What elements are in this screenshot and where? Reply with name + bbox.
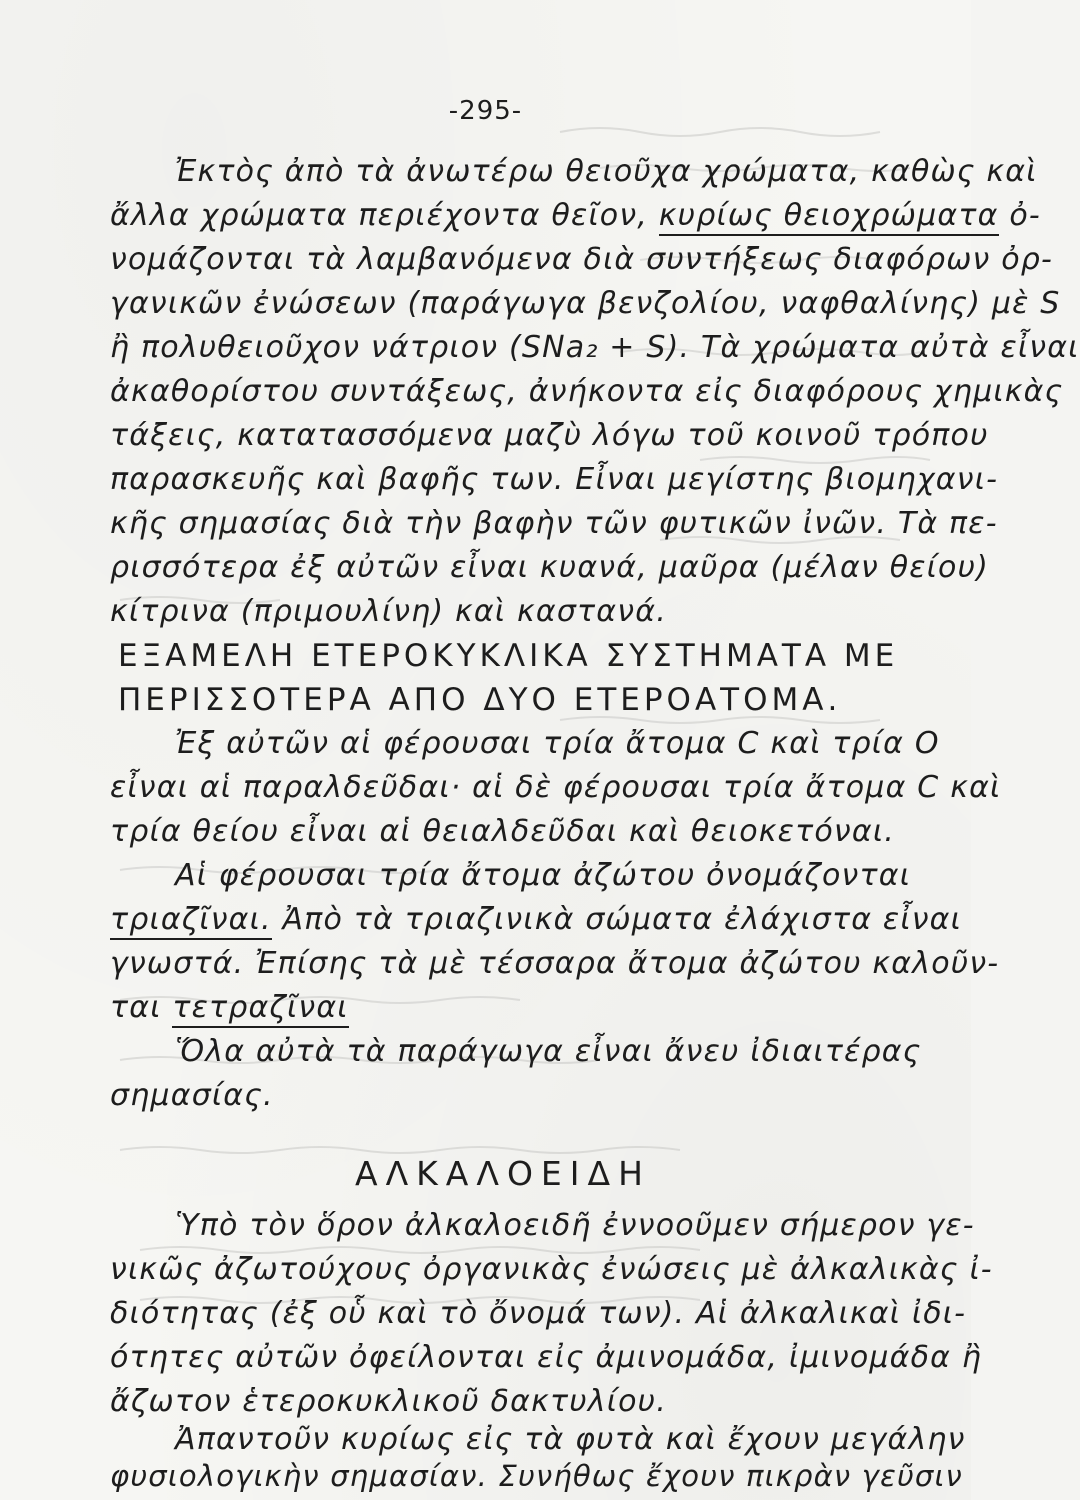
underlined-term: τριαζῖναι. xyxy=(110,902,272,940)
text-line: ἀκαθορίστου συντάξεως, ἀνήκοντα εἰς διαφόρους χημικὰς xyxy=(110,374,1064,409)
text-line: τάξεις, κατατασσόμενα μαζὺ λόγω τοῦ κοινοῦ τρόπου xyxy=(110,418,989,453)
text-fragment: ἄλλα χρώματα περιέχοντα θεῖον, xyxy=(110,198,659,233)
section-heading: ΑΛΚΑΛΟΕΙΔΗ xyxy=(355,1154,651,1193)
text-line: Αἱ φέρουσαι τρία ἄτομα ἀζώτου ὀνομάζονται xyxy=(175,858,912,893)
text-line: διότητας (ἐξ οὗ καὶ τὸ ὄνομά των). Αἱ ἀλκαλικαὶ ἰδι- xyxy=(110,1296,967,1331)
text-line: Ἐξ αὐτῶν αἱ φέρουσαι τρία ἄτομα C καὶ τρία O xyxy=(175,726,940,761)
underlined-term: κυρίως θειοχρώματα xyxy=(659,198,999,236)
text-line: Ὑπὸ τὸν ὅρον ἀλκαλοειδῆ ἐννοοῦμεν σήμερον γε- xyxy=(175,1208,975,1243)
section-heading: ΕΞΑΜΕΛΗ ΕΤΕΡΟΚΥΚΛΙΚΑ ΣΥΣΤΗΜΑΤΑ ΜΕ xyxy=(118,638,899,674)
text-line xyxy=(110,988,349,1028)
page-number: -295- xyxy=(448,96,523,126)
text-line: γνωστά. Ἐπίσης τὰ μὲ τέσσαρα ἄτομα ἀζώτου καλοῦν- xyxy=(110,946,1000,981)
text-line: νικῶς ἀζωτούχους ὀργανικὰς ἐνώσεις μὲ ἀλκαλικὰς ἰ- xyxy=(110,1252,993,1287)
text-line: γανικῶν ἐνώσεων (παράγωγα βενζολίου, ναφθαλίνης) μὲ S xyxy=(110,286,1061,321)
text-line: ρισσότερα ἐξ αὐτῶν εἶναι κυανά, μαῦρα (μέλαν θείου) xyxy=(110,550,990,585)
text-line: φυσιολογικὴν σημασίαν. Συνήθως ἔχουν πικρὰν γεῦσιν xyxy=(110,1459,963,1493)
text-line: σημασίας. xyxy=(110,1078,274,1113)
text-line: ἄζωτον ἑτεροκυκλικοῦ δακτυλίου. xyxy=(110,1384,667,1419)
text-line xyxy=(110,900,962,940)
text-line: νομάζονται τὰ λαμβανόμενα διὰ συντήξεως διαφόρων ὀρ- xyxy=(110,242,1054,277)
section-heading: ΠΕΡΙΣΣΟΤΕΡΑ ΑΠΟ ΔΥΟ ΕΤΕΡΟΑΤΟΜΑ. xyxy=(118,682,842,718)
text-line: κίτρινα (πριμουλίνη) καὶ καστανά. xyxy=(110,594,667,629)
text-line: εἶναι αἱ παραλδεῦδαι· αἱ δὲ φέρουσαι τρία ἄτομα C καὶ xyxy=(110,770,1002,805)
text-line: Ἐκτὸς ἀπὸ τὰ ἀνωτέρω θειοῦχα χρώματα, καθὼς καὶ xyxy=(175,154,1038,189)
text-line: ἢ πολυθειοῦχον νάτριον (SNa₂ + S). Τὰ χρώματα αὐτὰ εἶναι xyxy=(110,330,1080,365)
text-line: Ὅλα αὐτὰ τὰ παράγωγα εἶναι ἄνευ ἰδιαιτέρας xyxy=(175,1034,922,1069)
text-line: κῆς σημασίας διὰ τὴν βαφὴν τῶν φυτικῶν ἰνῶν. Τὰ πε- xyxy=(110,506,998,541)
text-fragment: ὀ- xyxy=(998,198,1041,233)
underlined-term: τετραζῖναι xyxy=(172,990,348,1028)
text-line xyxy=(110,196,1041,236)
text-line: παρασκευῆς καὶ βαφῆς των. Εἶναι μεγίστης βιομηχανι- xyxy=(110,462,999,497)
text-line: τρία θείου εἶναι αἱ θειαλδεῦδαι καὶ θειοκετόναι. xyxy=(110,814,895,849)
text-line: ότητες αὐτῶν ὀφείλονται εἰς ἀμινομάδα, ἰμινομάδα ἢ xyxy=(110,1340,983,1375)
text-fragment: Ἀπὸ τὰ τριαζινικὰ σώματα ἐλάχιστα εἶναι xyxy=(271,902,962,937)
text-line: Ἀπαντοῦν κυρίως εἰς τὰ φυτὰ καὶ ἔχουν μεγάλην xyxy=(175,1422,966,1457)
text-fragment: ται xyxy=(110,990,173,1025)
